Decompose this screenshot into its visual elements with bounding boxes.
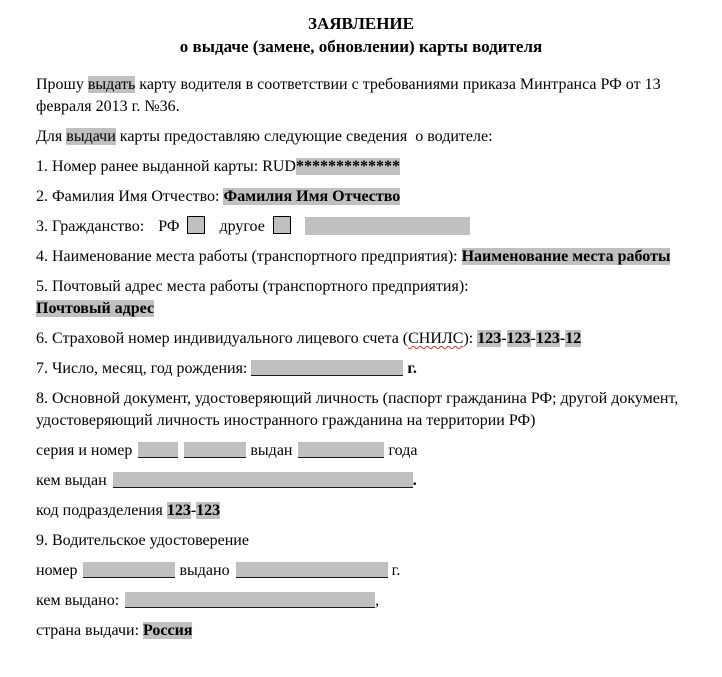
document-title: ЗАЯВЛЕНИЕ — [307, 14, 414, 33]
division-code-separator: - — [190, 502, 197, 519]
license-year-suffix: г. — [391, 562, 401, 579]
full-name-value[interactable]: Фамилия Имя Отчество — [223, 188, 401, 205]
license-issuer-comma: , — [375, 592, 380, 609]
other-checkbox-label: другое — [219, 218, 265, 235]
birthdate-year-suffix: г. — [407, 360, 417, 377]
passport-series-label: серия и номер — [36, 442, 133, 459]
item-9-label: 9. Водительское удостоверение — [36, 532, 249, 549]
card-number-prefix: RUD — [262, 158, 296, 175]
item-1-previous-card — [36, 156, 686, 178]
passport-issuer-field[interactable] — [113, 472, 413, 488]
item-5-postal-address — [36, 276, 686, 320]
snils-group-2[interactable]: 123 — [506, 330, 531, 347]
birthdate-field[interactable] — [251, 360, 403, 376]
snils-word: СНИЛС — [408, 330, 464, 347]
passport-year-word: года — [388, 442, 418, 459]
license-issuer-line — [36, 590, 686, 612]
lead-paragraph — [36, 126, 686, 148]
item-6-label-pre: 6. Страховой номер индивидуального лицевого счета ( — [36, 330, 409, 347]
intro-text-pre: Прошу — [36, 76, 88, 93]
item-4-label: 4. Наименование места работы (транспортного предприятия): — [36, 248, 462, 265]
other-citizenship-field[interactable] — [305, 217, 470, 235]
rf-checkbox-label: РФ — [158, 218, 180, 235]
snils-separator: - — [501, 330, 507, 347]
request-action-highlight[interactable]: выдать — [87, 76, 136, 93]
passport-series-line — [36, 440, 686, 462]
issue-type-highlight[interactable]: выдачи — [66, 128, 116, 145]
document-header — [36, 12, 686, 58]
division-code-group-1[interactable]: 123 — [166, 502, 191, 519]
item-4-workplace — [36, 246, 686, 268]
snils-separator: - — [530, 330, 536, 347]
item-3-label: 3. Гражданство: — [36, 218, 145, 235]
item-6-snils — [36, 328, 686, 350]
passport-issued-label: выдан — [250, 442, 293, 459]
passport-issuer-label: кем выдан — [36, 472, 107, 489]
division-code-label: код подразделения — [36, 502, 163, 519]
item-7-label: 7. Число, месяц, год рождения: — [36, 360, 252, 377]
license-number-field[interactable] — [83, 562, 175, 578]
item-2-full-name — [36, 186, 686, 208]
item-5-label: 5. Почтовый адрес места работы (транспортного предприятия): — [36, 278, 469, 295]
item-3-citizenship — [36, 216, 686, 238]
snils-group-1[interactable]: 123 — [477, 330, 502, 347]
item-9-driver-license — [36, 530, 686, 552]
item-8-label: 8. Основной документ, удостоверяющий личность (паспорт гражданина РФ; другой документ, удостоверяющий личность иностранного гражданина на территории РФ) — [36, 390, 679, 429]
country-value[interactable]: Россия — [143, 622, 193, 639]
workplace-name-value[interactable]: Наименование места работы — [461, 248, 671, 265]
document-subtitle: о выдаче (замене, обновлении) карты водителя — [179, 37, 543, 56]
passport-series-field[interactable] — [138, 442, 178, 458]
item-1-label: 1. Номер ранее выданной карты: — [36, 158, 263, 175]
passport-issue-date-field[interactable] — [298, 442, 384, 458]
lead-text-post: карты предоставляю следующие сведения о водителе: — [115, 128, 493, 145]
license-issuer-field[interactable] — [125, 592, 375, 608]
intro-text-post: карту водителя в соответствии с требованиями приказа Минтранса РФ от 13 февраля 2013 г. №36. — [36, 76, 661, 115]
other-citizenship-checkbox[interactable] — [273, 216, 291, 234]
division-code-line — [36, 500, 686, 522]
item-6-label-post: ): — [463, 330, 478, 347]
snils-group-4[interactable]: 12 — [565, 330, 582, 347]
division-code-group-2[interactable]: 123 — [196, 502, 221, 519]
snils-separator: - — [559, 330, 566, 347]
license-issuer-label: кем выдано: — [36, 592, 120, 609]
rf-checkbox[interactable] — [187, 216, 205, 234]
postal-address-value[interactable]: Почтовый адрес — [36, 300, 155, 317]
country-label: страна выдачи: — [36, 622, 144, 639]
license-number-line — [36, 560, 686, 582]
item-8-identity-document — [36, 388, 686, 432]
item-2-label: 2. Фамилия Имя Отчество: — [36, 188, 224, 205]
license-issued-label: выдано — [179, 562, 230, 579]
intro-paragraph — [36, 74, 686, 118]
lead-text-pre: Для — [36, 128, 67, 145]
passport-issuer-line — [36, 470, 686, 492]
license-number-label: номер — [36, 562, 78, 579]
item-7-birthdate — [36, 358, 686, 380]
passport-issuer-period: . — [412, 472, 417, 489]
country-line — [36, 620, 686, 642]
license-issue-date-field[interactable] — [236, 562, 388, 578]
passport-number-field[interactable] — [184, 442, 246, 458]
snils-group-3[interactable]: 123 — [535, 330, 560, 347]
previous-card-number-value[interactable]: ************* — [295, 158, 400, 175]
